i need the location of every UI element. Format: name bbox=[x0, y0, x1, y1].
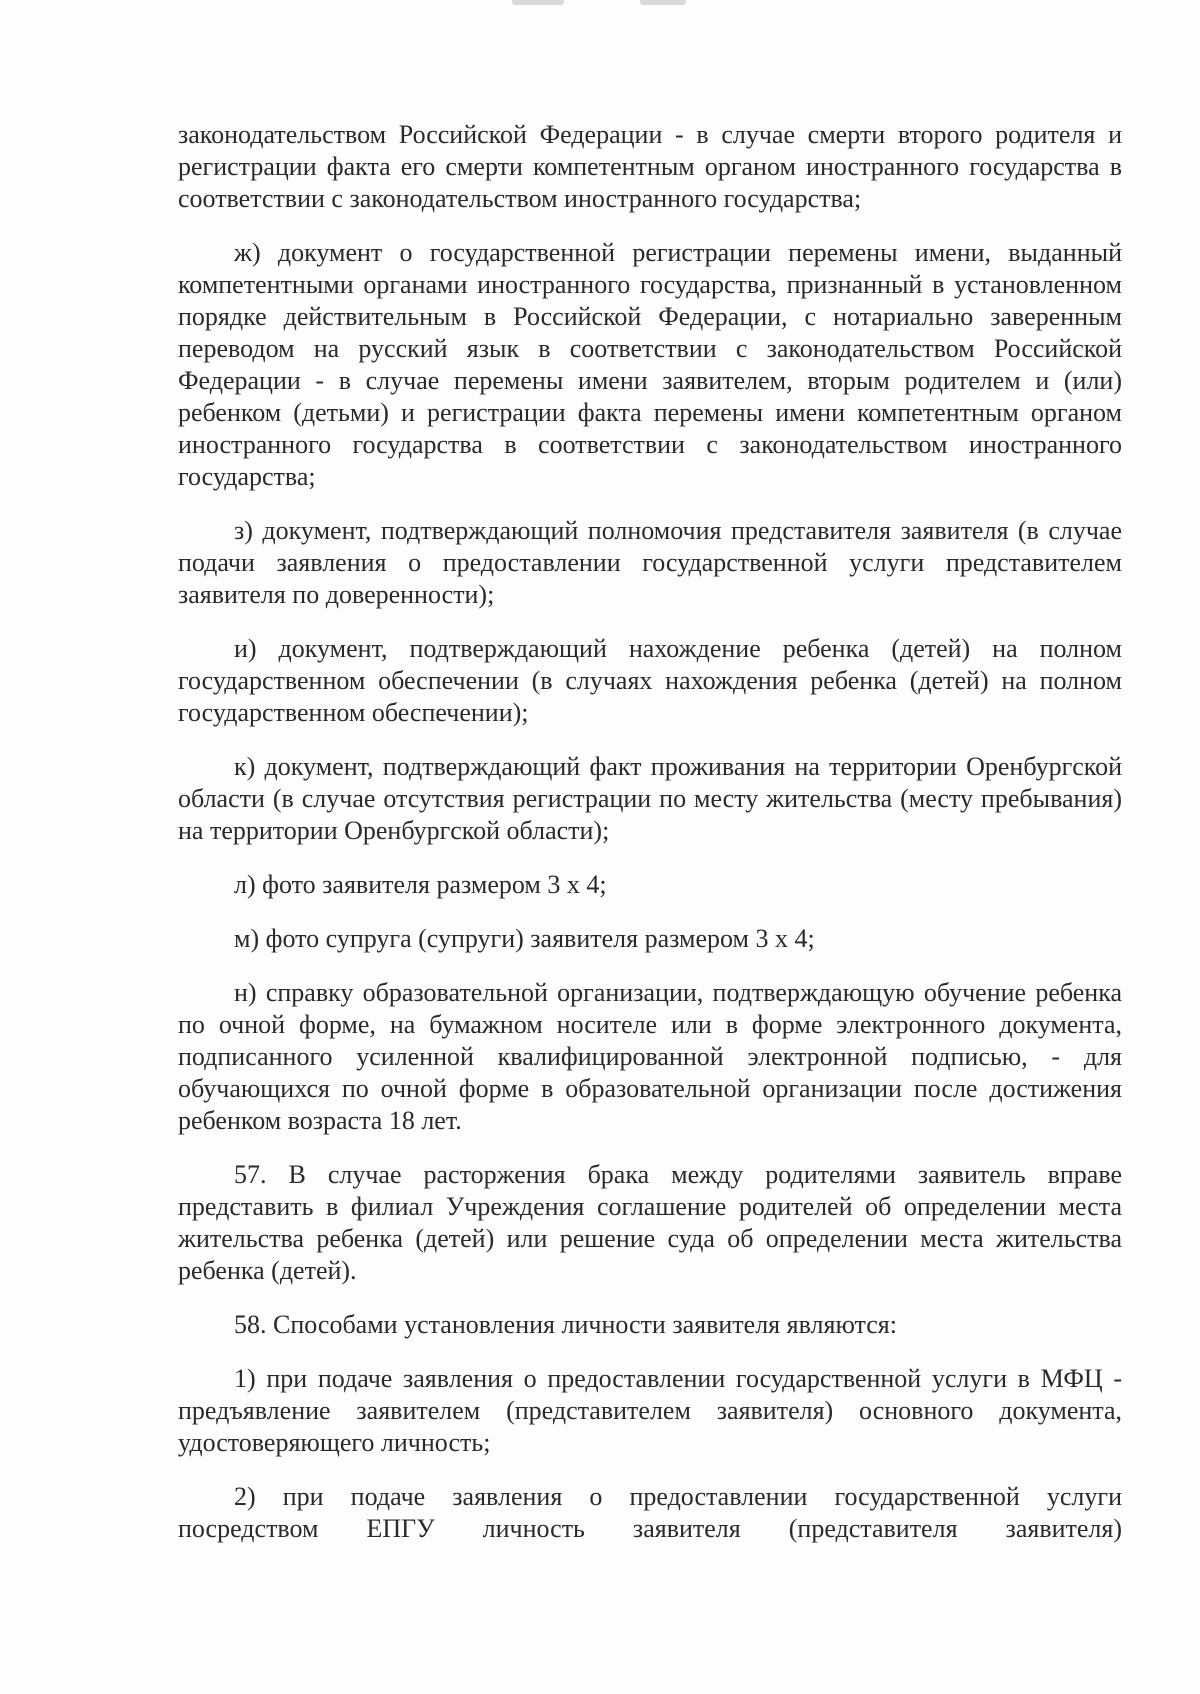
paragraph-item-zh: ж) документ о государственной регистрации перемены имени, выданный компетентными органами иностранного государства, признанный в установленном порядке действительным в Российской Федерации, с нотариально заверенным переводом на русский язык в соответствии с законодательством Российской Федерации - в случае перемены имени заявителем, вторым родителем и (или) ребенком (детьми) и регистрации факта перемены имени компетентным органом иностранного государства в соответствии с законодательством иностранного государства; bbox=[178, 238, 1122, 491]
paragraph-item-i: и) документ, подтверждающий нахождение ребенка (детей) на полном государственном обеспечении (в случаях нахождения ребенка (детей) на полном государственном обеспечении); bbox=[178, 634, 1122, 727]
document-body bbox=[178, 119, 1122, 1545]
paragraph-item-m: м) фото супруга (супруги) заявителя размером 3 х 4; bbox=[234, 924, 815, 953]
paragraph-item-l: л) фото заявителя размером 3 х 4; bbox=[234, 870, 607, 899]
paragraph-item-n: н) справку образовательной организации, подтверждающую обучение ребенка по очной форме, на бумажном носителе или в форме электронного документа, подписанного усиленной квалифицированной электронной подписью, - для обучающихся по очной форме в образовательной организации после достижения ребенком возраста 18 лет. bbox=[178, 978, 1122, 1135]
paragraph-clause-58-item-1: 1) при подаче заявления о предоставлении государственной услуги в МФЦ - предъявление заявителем (представителем заявителя) основного документа, удостоверяющего личность; bbox=[178, 1364, 1122, 1457]
scan-artifact bbox=[640, 0, 686, 5]
paragraph-item-k: к) документ, подтверждающий факт проживания на территории Оренбургской области (в случае отсутствия регистрации по месту жительства (месту пребывания) на территории Оренбургской области); bbox=[178, 752, 1122, 845]
scan-artifact bbox=[512, 0, 564, 5]
paragraph-item-z: з) документ, подтверждающий полномочия представителя заявителя (в случае подачи заявления о предоставлении государственной услуги представителем заявителя по доверенности); bbox=[178, 516, 1122, 609]
paragraph-clause-58-item-2: 2) при подаче заявления о предоставлении государственной услуги посредством ЕПГУ личность заявителя (представителя заявителя) bbox=[178, 1482, 1122, 1543]
paragraph-clause-57: 57. В случае расторжения брака между родителями заявитель вправе представить в филиал Учреждения соглашение родителей об определении места жительства ребенка (детей) или решение суда об определении места жительства ребенка (детей). bbox=[178, 1160, 1122, 1285]
paragraph-clause-58: 58. Способами установления личности заявителя являются: bbox=[234, 1310, 897, 1339]
paragraph-continuation: законодательством Российской Федерации - в случае смерти второго родителя и регистрации факта его смерти компетентным органом иностранного государства в соответствии с законодательством иностранного государства; bbox=[178, 120, 1122, 213]
